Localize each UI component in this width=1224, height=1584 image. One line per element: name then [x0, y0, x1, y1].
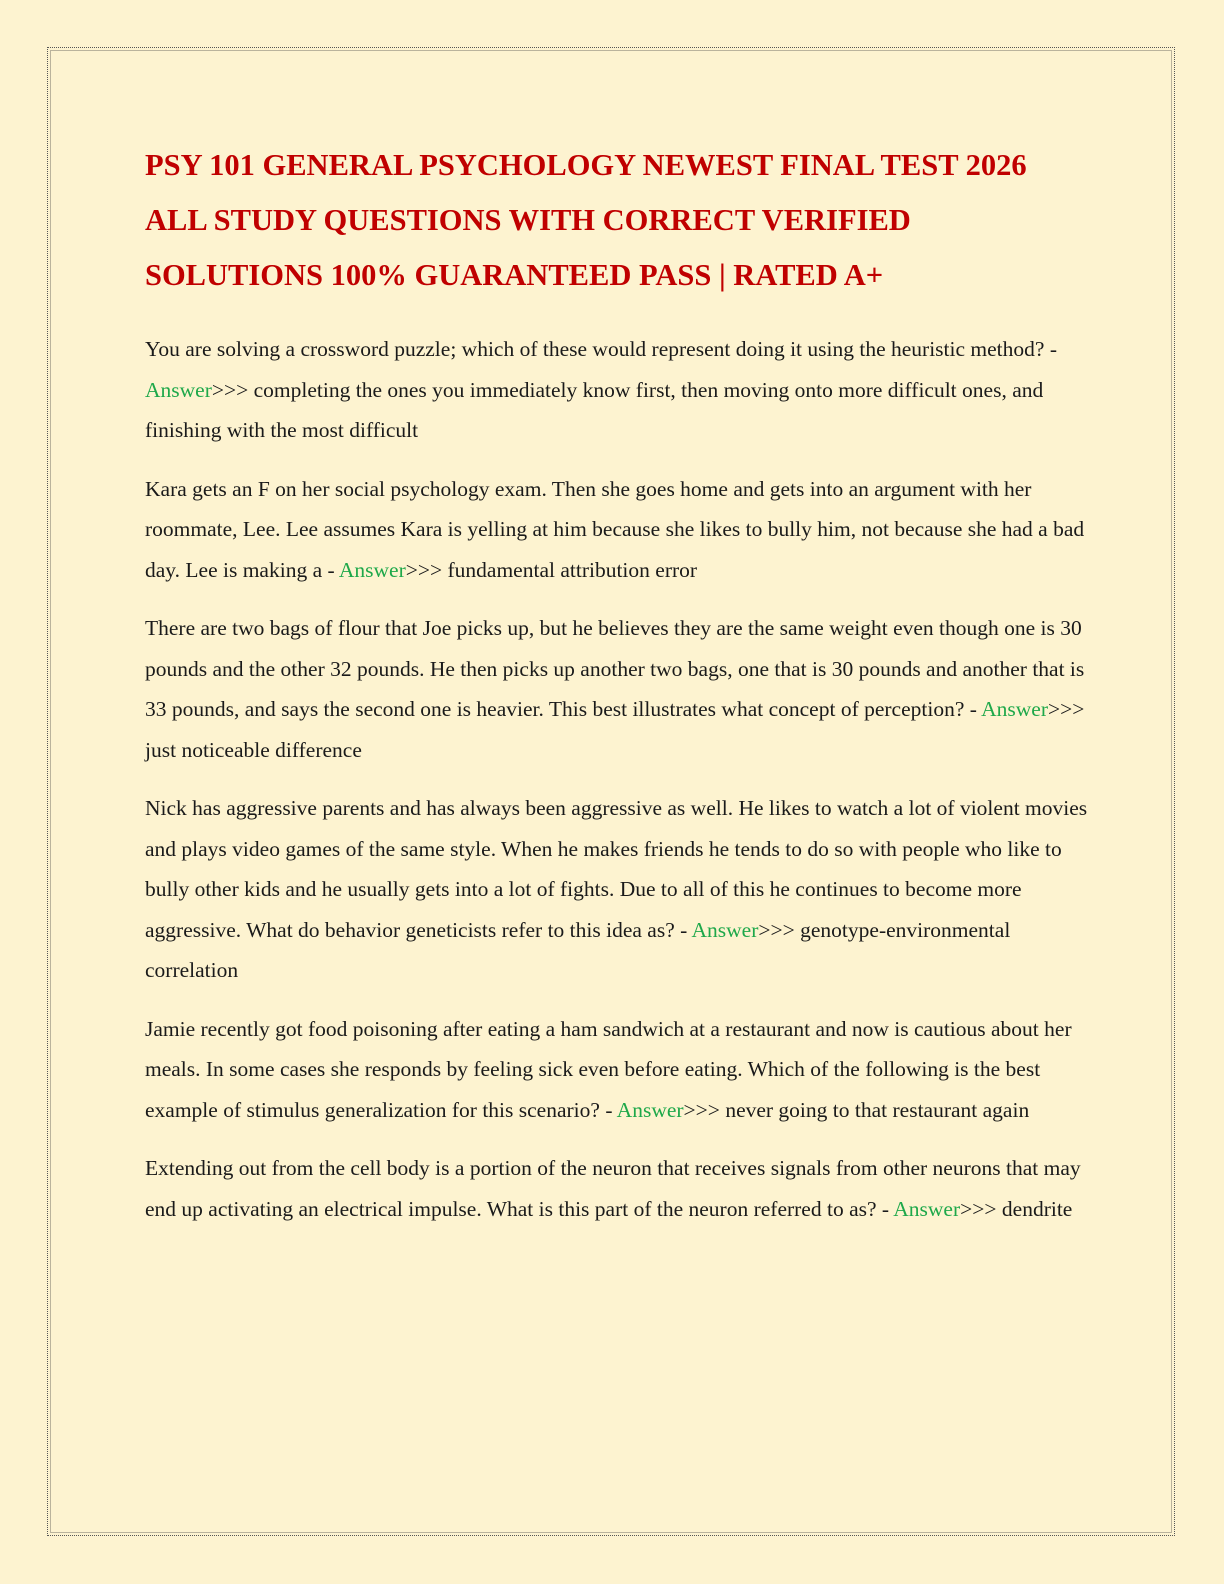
answer-label: Answer [145, 377, 212, 402]
answer-text: never going to that restaurant again [725, 1097, 1030, 1122]
qa-item [145, 1009, 1090, 1131]
answer-text: dendrite [1001, 1196, 1073, 1221]
document-body [145, 138, 1090, 1247]
answer-label: Answer [338, 557, 406, 582]
answer-label: Answer [691, 917, 759, 942]
answer-label: Answer [981, 697, 1048, 721]
qa-item [145, 1148, 1090, 1229]
question-text: There are two bags of flour that Joe picks up, but he believes they are the same weight even though one is 30 pounds and the other 32 pounds. He then picks up another two bags, one that is 30 pounds and another that is 33 pounds, and says the second one is heavier. This best illustrates what concept of perception? [145, 616, 1085, 721]
answer-arrows: >>> [405, 557, 448, 582]
question-text: Kara gets an F on her social psychology exam. Then she goes home and gets into an argument with her roommate, Lee. Lee assumes Kara is yelling at him because she likes to bully him, not because she had a bad day. Lee is making a [145, 476, 1085, 582]
answer-text: fundamental attribution error [447, 557, 698, 582]
question-text: Nick has aggressive parents and has always been aggressive as well. He likes to watch a lot of violent movies and plays video games of the same style. When he makes friends he tends to do so with people who like to bully other kids and he usually gets into a lot of fights. Due to all of this he continues to become more aggressive. What do behavior geneticists refer to this idea as? [145, 796, 1088, 942]
separator: - [599, 1097, 617, 1122]
answer-arrows: >>> [960, 1196, 1002, 1221]
separator: - [1044, 337, 1057, 361]
qa-item [145, 469, 1090, 591]
answer-arrows: >>> [1048, 697, 1085, 721]
question-text: Extending out from the cell body is a portion of the neuron that receives signals from other neurons that may end up activating an electrical impulse. What is this part of the neuron referred to as? [145, 1156, 1081, 1221]
separator: - [322, 557, 339, 582]
separator: - [674, 917, 692, 942]
question-text: You are solving a crossword puzzle; which of these would represent doing it using the heuristic method? [145, 337, 1045, 361]
answer-label: Answer [616, 1097, 684, 1122]
answer-text: just noticeable difference [145, 737, 362, 762]
separator: - [876, 1196, 894, 1221]
answer-arrows: >>> [211, 377, 254, 402]
qa-item [145, 608, 1090, 770]
document-title: PSY 101 GENERAL PSYCHOLOGY NEWEST FINAL TEST 2026 ALL STUDY QUESTIONS WITH CORRECT VERIFIED SOLUTIONS 100% GUARANTEED PASS | RATED A+ [145, 148, 1027, 292]
qa-item [145, 329, 1090, 451]
answer-label: Answer [893, 1196, 961, 1221]
answer-arrows: >>> [683, 1097, 726, 1122]
answer-text: completing the ones you immediately know first, then moving onto more difficult ones, and finishing with the most difficult [145, 377, 1044, 442]
answer-text: genotype-environmental correlation [145, 917, 1011, 982]
question-text: Jamie recently got food poisoning after eating a ham sandwich at a restaurant and now is cautious about her meals. In some cases she responds by feeling sick even before eating. Which of the following is the best example of stimulus generalization for this scenario? [145, 1016, 1072, 1122]
qa-item [145, 788, 1090, 991]
answer-arrows: >>> [758, 917, 801, 942]
separator: - [964, 697, 982, 721]
